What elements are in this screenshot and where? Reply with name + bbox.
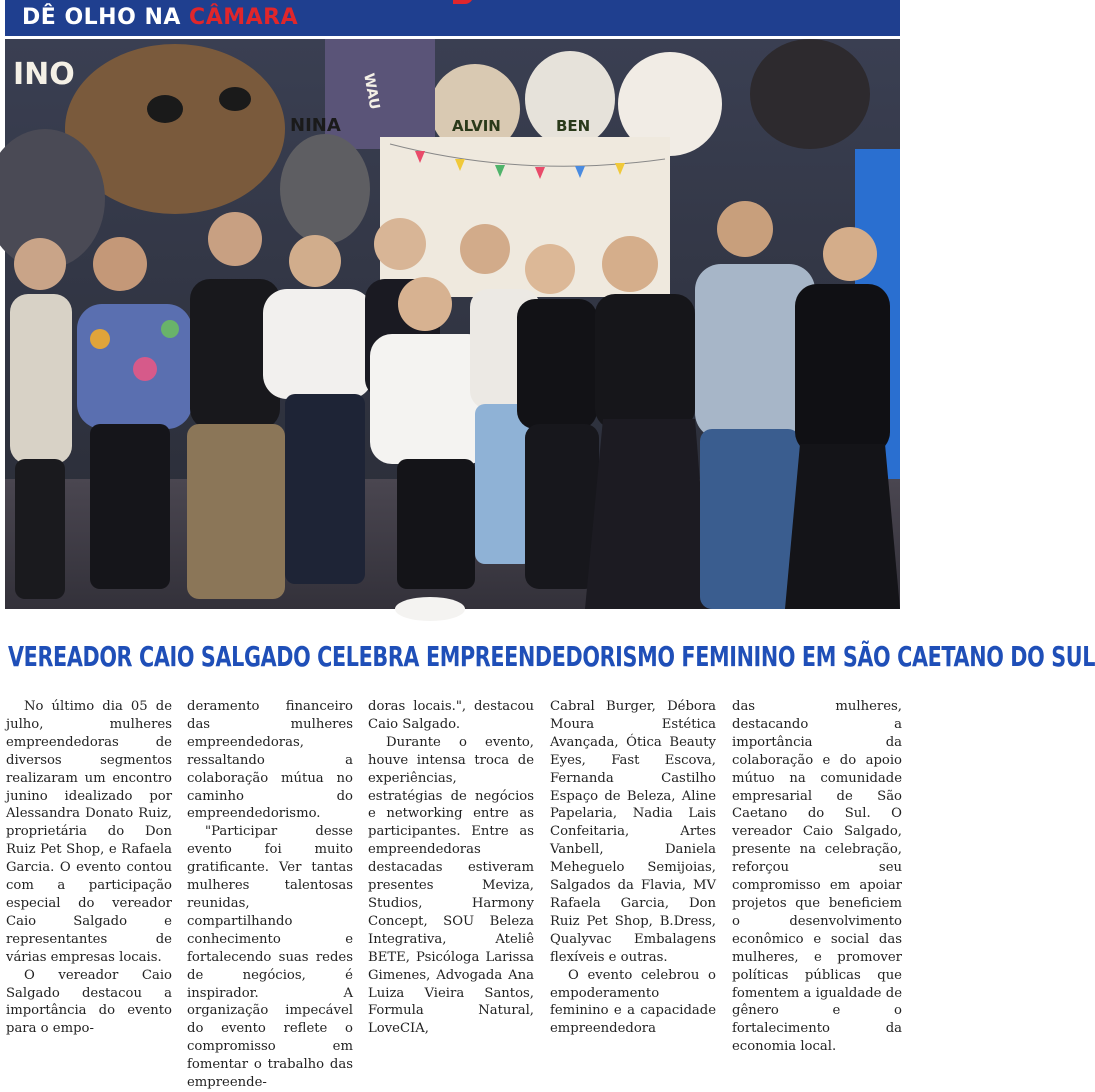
paragraph: No último dia 05 de julho, mulheres empreendedoras de diversos segmentos realizaram um encontro junino idealizado por Alessandra Donato Ruiz, proprietária do Don Ruiz Pet Shop, e Rafaela Garcia. O evento contou com a participação especial do vereador Caio Salgado e representantes de várias empresas locais. — [6, 699, 172, 965]
article-headline: VEREADOR CAIO SALGADO CELEBRA EMPREENDEDORISMO FEMININO EM SÃO CAETANO DO SUL — [8, 640, 1095, 673]
header-accent-mark — [453, 0, 473, 4]
article-column-3 — [368, 698, 534, 1038]
article-column-4 — [550, 698, 716, 1038]
paragraph: "Participar desse evento foi muito gratificante. Ver tantas mulheres talentosas reunidas, compartilhando conhecimento e fortalecendo suas redes de negócios, é inspirador. A organização impecável do evento reflete o compromisso em fomentar o trabalho das empreende- — [187, 824, 353, 1091]
article-column-1 — [6, 698, 172, 1038]
article-column-5 — [732, 698, 902, 1056]
section-title-prefix: DÊ OLHO NA — [22, 5, 190, 30]
paragraph: das mulheres, destacando a importância da colaboração e do apoio mútuo na comunidade empresarial de São Caetano do Sul. O vereador Caio Salgado, presente na celebração, reforçou seu compromisso em apoiar projetos que beneficiem o desenvolvimento econômico e social das mulheres, e promover políticas públicas que fomentem a igualdade de gênero e o fortalecimento da economia local. — [732, 699, 902, 1055]
paragraph: O vereador Caio Salgado destacou a importância do evento para o empo- — [6, 967, 172, 1037]
mural-name-nina: NINA — [290, 115, 341, 136]
mural-name-ino: INO — [13, 57, 75, 92]
paragraph: doras locais.", destacou Caio Salgado. — [368, 699, 534, 732]
event-group-photo — [5, 39, 900, 609]
group-photo-illustration — [5, 39, 900, 609]
section-title-accent: CÂMARA — [189, 5, 299, 30]
paragraph: Cabral Burger, Débora Moura Estética Avançada, Ótica Beauty Eyes, Fast Escova, Fernanda Castilho Espaço de Beleza, Aline Papelaria, Nadia Lais Confeitaria, Artes Vanbell, Daniela Meheguelo Semijoias, Salgados da Flavia, MV Rafaela Garcia, Don Ruiz Pet Shop, B.Dress, Qualyvac Embalagens flexíveis e outras. — [550, 699, 716, 965]
section-title — [22, 5, 298, 30]
mural-name-ben: BEN — [556, 117, 591, 135]
mural-name-alvin: ALVIN — [452, 117, 501, 135]
paragraph: deramento financeiro das mulheres empreendedoras, ressaltando a colaboração mútua no caminho do empreendedorismo. — [187, 699, 353, 822]
mural-name-wau: WAU — [360, 71, 383, 111]
paragraph: O evento celebrou o empoderamento feminino e a capacidade empreendedora — [550, 967, 716, 1037]
paragraph: Durante o evento, houve intensa troca de experiências, estratégias de negócios e networking entre as participantes. Entre as empreendedoras destacadas estiveram presentes Meviza, Studios, Harmony Concept, SOU Beleza Integrativa, Ateliê BETE, Psicóloga Larissa Gimenes, Advogada Ana Luiza Vieira Santos, Formula Natural, LoveCIA, — [368, 734, 534, 1037]
article-column-2 — [187, 698, 353, 1092]
section-header — [5, 0, 900, 36]
mural-black-dog-painting — [750, 39, 870, 149]
